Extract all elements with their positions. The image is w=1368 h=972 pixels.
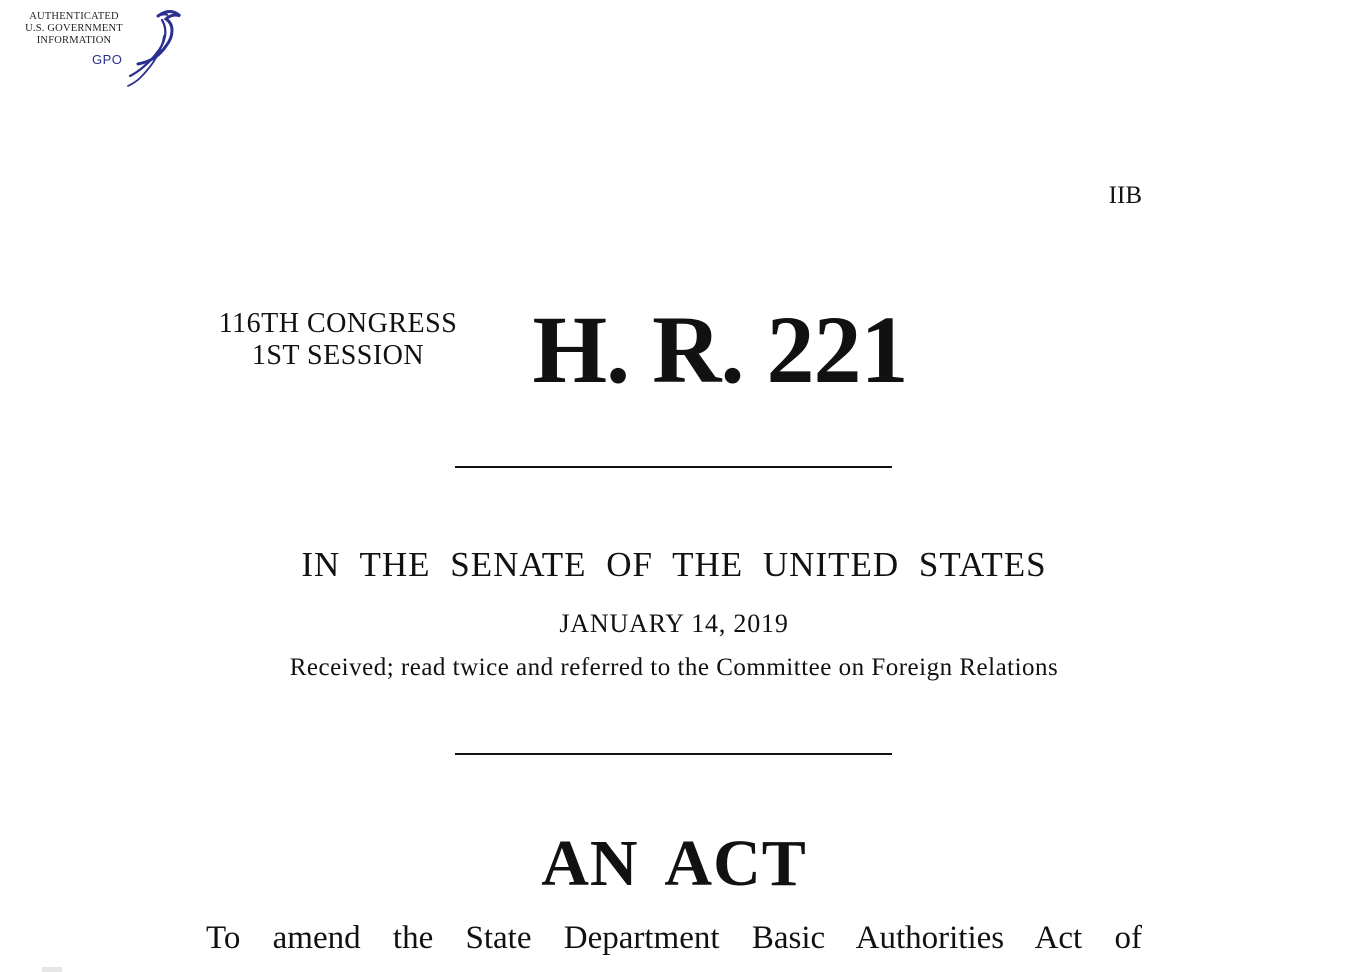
chamber-heading: IN THE SENATE OF THE UNITED STATES: [301, 545, 1047, 584]
bill-number: H. R. 221: [532, 296, 908, 403]
eagle-icon: [118, 6, 188, 90]
divider-rule: [455, 753, 892, 755]
gpo-authentication-seal: [8, 6, 188, 90]
received-date: JANUARY 14, 2019: [559, 609, 789, 638]
seal-line-government: U.S. GOVERNMENT: [25, 23, 123, 34]
document-code: IIB: [1108, 182, 1142, 209]
congress-label: 116TH CONGRESS: [218, 308, 458, 339]
act-purpose-line: To amend the State Department Basic Authorities Act of: [206, 920, 1142, 956]
referral-action: Received; read twice and referred to the Committee on Foreign Relations: [289, 654, 1059, 681]
seal-line-authenticated: AUTHENTICATED: [29, 11, 119, 22]
seal-line-information: INFORMATION: [36, 35, 112, 46]
session-block: [200, 308, 476, 372]
page-edge-mark: [42, 967, 62, 972]
act-title: AN ACT: [541, 827, 807, 900]
seal-agency-label: GPO: [92, 52, 123, 67]
divider-rule: [455, 466, 892, 468]
session-label: 1ST SESSION: [251, 340, 425, 371]
